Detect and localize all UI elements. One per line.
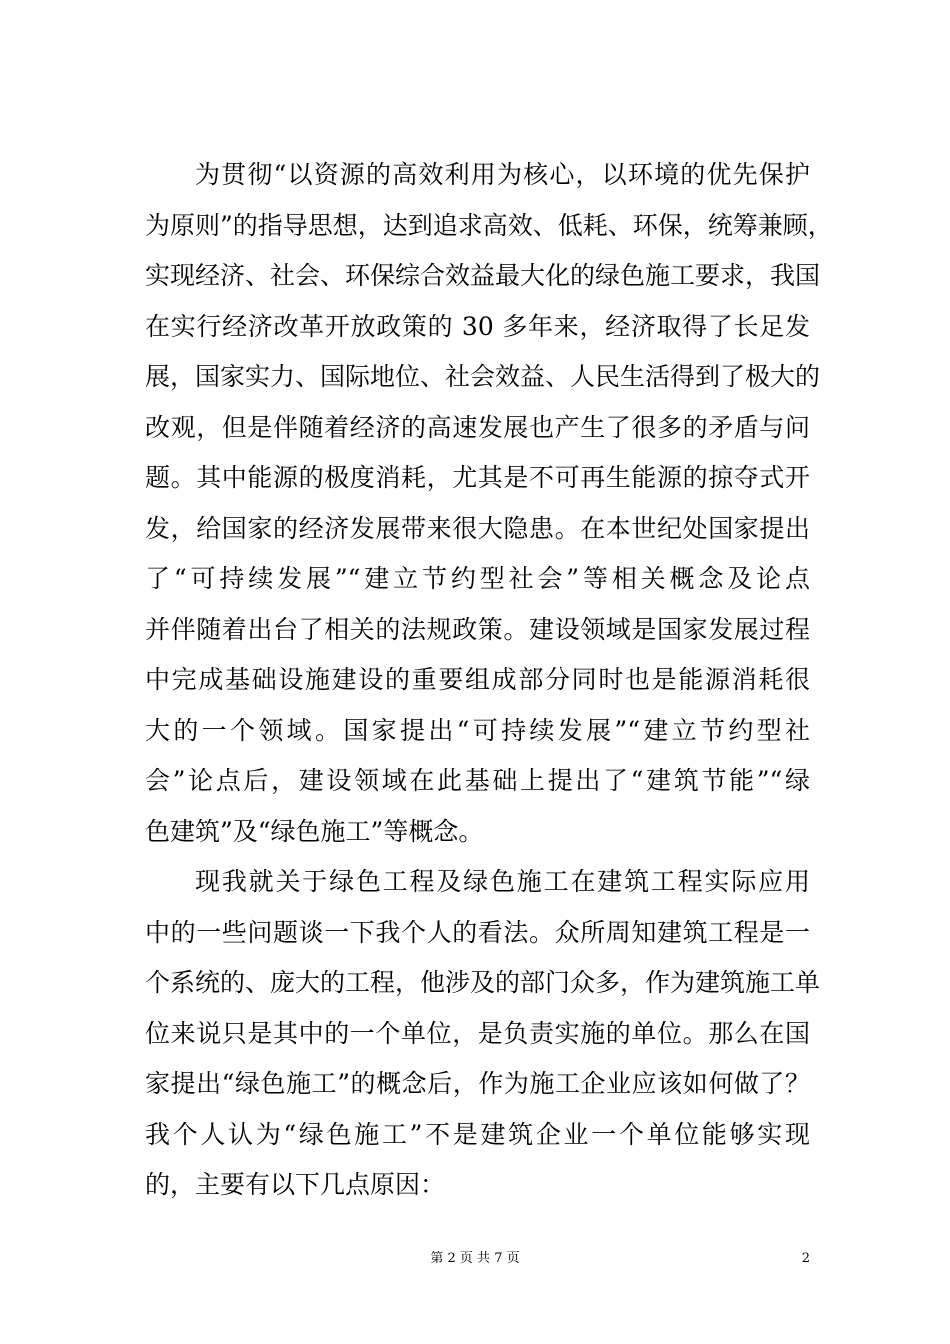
paragraph-line: 了“可持续发展”“建立节约型社会”等相关概念及论点: [145, 564, 810, 593]
paragraph-line: 实现经济、社会、环保综合效益最大化的绿色施工要求，我国: [145, 261, 821, 290]
paragraph-line: 大的一个领域。国家提出“可持续发展”“建立节约型社: [145, 715, 810, 745]
paragraph-line: 现我就关于绿色工程及绿色施工在建筑工程实际应用: [195, 867, 810, 896]
paragraph-1: [145, 150, 833, 857]
paragraph-line: 为贯彻“以资源的高效利用为核心，以环境的优先保护: [195, 160, 810, 189]
page-number: 2: [801, 1251, 810, 1266]
paragraph-line: 展，国家实力、国际地位、社会效益、人民生活得到了极大的: [145, 362, 821, 391]
paragraph-line: 的，主要有以下几点原因：: [145, 1170, 446, 1199]
paragraph-line: 中完成基础设施建设的重要组成部分同时也是能源消耗很: [145, 665, 810, 694]
paragraph-2: [145, 857, 821, 1211]
paragraph-line: 位来说只是其中的一个单位，是负责实施的单位。那么在国: [145, 1018, 810, 1048]
page-footer: [0, 1248, 950, 1270]
paragraph-line: 色建筑”及“绿色施工”等概念。: [145, 816, 484, 846]
paragraph-line: 会”论点后，建设领域在此基础上提出了“建筑节能”“绿: [145, 766, 810, 795]
paragraph-line: 发，给国家的经济发展带来很大隐患。在本世纪处国家提出: [145, 513, 810, 543]
paragraph-line: 并伴随着出台了相关的法规政策。建设领域是国家发展过程: [145, 614, 810, 644]
document-body: [145, 150, 833, 1211]
paragraph-line: 家提出“绿色施工”的概念后，作为施工企业应该如何做了？: [145, 1069, 810, 1098]
paragraph-line: 个系统的、庞大的工程，他涉及的部门众多，作为建筑施工单: [145, 968, 821, 997]
paragraph-line: 中的一些问题谈一下我个人的看法。众所周知建筑工程是一: [145, 917, 810, 947]
paragraph-line: 我个人认为“绿色施工”不是建筑企业一个单位能够实现: [145, 1119, 810, 1149]
paragraph-line: 改观，但是伴随着经济的高速发展也产生了很多的矛盾与问: [145, 412, 810, 442]
paragraph-line: 为原则”的指导思想，达到追求高效、低耗、环保，统筹兼顾，: [145, 210, 833, 240]
paragraph-line: 题。其中能源的极度消耗，尤其是不可再生能源的掠夺式开: [145, 463, 810, 492]
paragraph-line: 在实行经济改革开放政策的 30 多年来，经济取得了长足发: [145, 311, 810, 341]
page-count-label: 第 2 页 共 7 页: [430, 1251, 520, 1266]
